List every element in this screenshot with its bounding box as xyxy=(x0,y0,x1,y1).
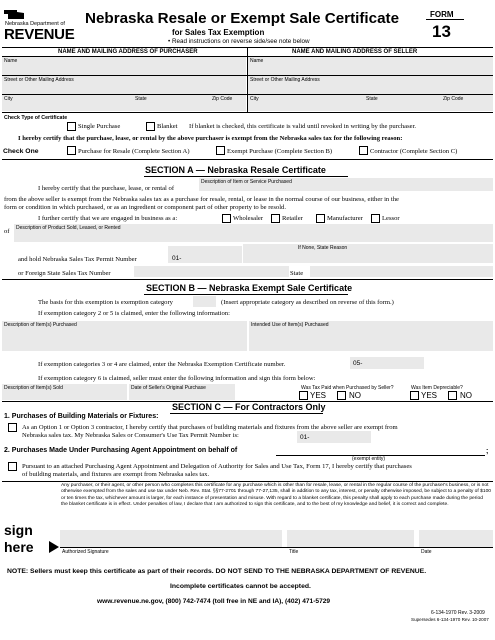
category-3-4-text: If exemption categories 3 or 4 are claimed, enter the Nebraska Exemption Certificate number. xyxy=(38,361,286,368)
section-a-line1: I hereby certify that the purchase, lease, or rental of xyxy=(38,185,175,192)
purchaser-header: NAME AND MAILING ADDRESS OF PURCHASER xyxy=(58,49,198,55)
resale-option-label: Purchase for Resale (Complete Section A) xyxy=(78,148,190,155)
purchaser-zip-label: Zip Code xyxy=(212,96,233,102)
sign-date-label: Date xyxy=(421,549,432,555)
purchasing-agent-checkbox[interactable] xyxy=(8,462,17,471)
tax-paid-no-checkbox[interactable] xyxy=(337,391,346,400)
form-title: Nebraska Resale or Exempt Sale Certificate xyxy=(85,10,400,27)
foreign-state-label: State xyxy=(290,270,304,277)
manufacturer-checkbox[interactable] xyxy=(316,214,325,223)
nebraska-state-icon xyxy=(4,10,24,19)
original-purchase-date-label: Date of Seller's Original Purchase xyxy=(131,385,206,391)
blanket-checkbox[interactable] xyxy=(146,122,155,131)
manufacturer-label: Manufacturer xyxy=(327,215,363,222)
purchasing-agent-text-1: Pursuant to an attached Purchasing Agent Appointment and Delegation of Authority for Sales and Use Tax, Form 17, I hereby certify that purchases xyxy=(22,463,412,470)
purchasing-agent-text-2: of building materials, and fixtures are exempt from Nebraska sales tax. xyxy=(22,471,210,478)
depreciable-yes-checkbox[interactable] xyxy=(410,391,419,400)
single-purchase-checkbox[interactable] xyxy=(67,122,76,131)
items-purchased-label: Description of Item(s) Purchased xyxy=(4,322,77,328)
department-big-text: REVENUE xyxy=(4,26,75,43)
permit-text: and hold Nebraska Sales Tax Permit Number xyxy=(18,256,137,263)
retailer-checkbox[interactable] xyxy=(271,214,280,223)
basis-text: The basis for this exemption is exemption category xyxy=(38,299,173,306)
signer-title-label: Title xyxy=(289,549,299,555)
depreciable-label: Was Item Depreciable? xyxy=(411,385,463,391)
lessor-label: Lessor xyxy=(382,215,400,222)
check-type-label: Check Type of Certificate xyxy=(4,115,68,121)
depreciable-no-checkbox[interactable] xyxy=(448,391,457,400)
seller-zip-label: Zip Code xyxy=(443,96,464,102)
seller-header: NAME AND MAILING ADDRESS OF SELLER xyxy=(292,49,418,55)
form-number: 13 xyxy=(432,22,451,41)
contact-info: www.revenue.ne.gov, (800) 742-7474 (toll free in NE and IA), (402) 471-5729 xyxy=(97,598,331,605)
lessor-checkbox[interactable] xyxy=(371,214,380,223)
items-sold-label: Description of Item(s) Sold xyxy=(4,385,63,391)
incomplete-notice: Incomplete certificates cannot be accepted. xyxy=(170,583,311,590)
tax-paid-no-label: NO xyxy=(349,391,361,400)
retailer-label: Retailer xyxy=(282,215,303,222)
exempt-entity-label: (exempt entity) xyxy=(352,456,386,462)
instructions-note: • Read instructions on reverse side/see note below xyxy=(168,38,310,45)
seller-state-label: State xyxy=(366,96,378,102)
exempt-option-label: Exempt Purchase (Complete Section B) xyxy=(227,148,333,155)
seller-name-field[interactable] xyxy=(248,57,493,75)
signer-title-field[interactable] xyxy=(287,530,414,547)
seller-city-label: City xyxy=(250,96,259,102)
section-a-line4: I further certify that we are engaged in business as a: xyxy=(38,215,178,222)
legal-statement: Any purchaser, or their agent, or other person who completes this certificate for any purchase which is other than for resale, lease, or rental in the regular course of the purchaser's business, or is not otherwise exempted from the sales and use tax under Neb. Rev. Stat. §§77-2701 through 77-27,135, shall in addition to any tax, interest, or penalty otherwise imposed, be subject to a penalty of $100 or ten times the tax, whichever amount is larger, for each instance of presentation and misuse. With regard to a blanket certificate, this penalty shall apply to each purchase made during the period the blanket certificate is in effect. Under penalties of law, I declare that I am authorized to sign this certificate, and to the best of my knowledge and belief, it is correct and complete. xyxy=(61,483,492,508)
exempt-purchase-checkbox[interactable] xyxy=(216,146,225,155)
wholesaler-checkbox[interactable] xyxy=(222,214,231,223)
blanket-note: If blanket is checked, this certificate is valid until revoked in writing by the purchaser. xyxy=(189,123,417,130)
option-contractor-checkbox[interactable] xyxy=(8,423,17,432)
category-6-text: If exemption category 6 is claimed, seller must enter the following information and sign this form below: xyxy=(38,375,316,382)
product-description-label: Description of Product Sold, Leased, or Rented xyxy=(16,225,121,231)
check-one-label: Check One xyxy=(3,148,39,155)
none-reason-label: If None, State Reason xyxy=(298,245,348,251)
sign-label: sign xyxy=(4,522,33,538)
arrow-right-icon xyxy=(49,541,59,553)
tax-paid-label: Was Tax Paid when Purchased by Seller? xyxy=(301,385,394,391)
department-small-text: Nebraska Department of xyxy=(5,21,65,27)
seller-name-label: Name xyxy=(250,58,264,64)
foreign-number-field[interactable] xyxy=(134,266,289,277)
authorized-signature-label: Authorized Signature xyxy=(62,549,109,555)
purchaser-street-label: Street or Other Mailing Address xyxy=(4,77,74,83)
sign-date-field[interactable] xyxy=(419,530,493,547)
tax-paid-yes-checkbox[interactable] xyxy=(299,391,308,400)
section-a-title: SECTION A — Nebraska Resale Certificate xyxy=(145,165,326,175)
exemption-cert-prefix: 05- xyxy=(353,360,363,367)
contractor-option-label: Contractor (Complete Section C) xyxy=(370,148,458,155)
none-reason-field[interactable] xyxy=(243,244,493,263)
purchaser-city-label: City xyxy=(4,96,13,102)
purchaser-city-field[interactable] xyxy=(2,95,246,111)
building-materials-heading: 1. Purchases of Building Materials or Fixtures: xyxy=(4,413,159,420)
seller-street-label: Street or Other Mailing Address xyxy=(250,77,320,83)
form-subtitle: for Sales Tax Exemption xyxy=(172,28,265,37)
contractor-permit-prefix: 01- xyxy=(300,434,310,441)
section-a-line3: form or condition in which purchased, or as an ingredient or component part of other property to be resold. xyxy=(4,204,286,211)
purchaser-state-label: State xyxy=(135,96,147,102)
basis-note: (Insert appropriate category as described on reverse of this form.) xyxy=(221,299,394,306)
form-label: FORM xyxy=(430,10,454,19)
department-logo xyxy=(3,9,73,49)
depreciable-no-label: NO xyxy=(460,391,472,400)
contractor-checkbox[interactable] xyxy=(359,146,368,155)
supersedes-note: Supersedes 6-134-1970 Rev. 10-2007 xyxy=(411,617,489,622)
building-materials-text-2: Nebraska sales tax. My Nebraska Sales or Consumer's Use Tax Permit Number is: xyxy=(22,432,239,439)
purchaser-name-label: Name xyxy=(4,58,18,64)
resale-checkbox[interactable] xyxy=(67,146,76,155)
of-label: of xyxy=(4,228,10,235)
form-revision: 6-134-1970 Rev. 3-2009 xyxy=(431,610,485,616)
intended-use-label: Intended Use of Item(s) Purchased xyxy=(251,322,329,328)
item-description-label: Description of Item or Service Purchased xyxy=(201,179,292,185)
purchaser-name-field[interactable] xyxy=(2,57,246,75)
foreign-text: or Foreign State Sales Tax Number xyxy=(18,270,111,277)
purchasing-agent-heading: 2. Purchases Made Under Purchasing Agent Appointment on behalf of xyxy=(4,447,238,454)
here-label: here xyxy=(4,539,34,555)
footer-note: NOTE: Sellers must keep this certificate as part of their records. DO NOT SEND TO THE NEBRASKA DEPARTMENT OF REVENUE. xyxy=(7,568,427,575)
building-materials-text-1: As an Option 1 or Option 3 contractor, I hereby certify that purchases of building materials and fixtures from the above seller are exempt from xyxy=(22,424,398,431)
foreign-state-field[interactable] xyxy=(310,266,493,277)
authorized-signature-field[interactable] xyxy=(60,530,282,547)
depreciable-yes-label: YES xyxy=(421,391,438,400)
blanket-label: Blanket xyxy=(157,123,178,130)
single-purchase-label: Single Purchase xyxy=(78,123,121,130)
exemption-category-field[interactable] xyxy=(193,296,216,307)
tax-paid-yes-label: YES xyxy=(310,391,327,400)
section-c-title: SECTION C — For Contractors Only xyxy=(172,402,326,412)
section-b-title: SECTION B — Nebraska Exempt Sale Certificate xyxy=(146,283,353,293)
category-2-5-text: If exemption category 2 or 5 is claimed, enter the following information: xyxy=(38,310,230,317)
certify-statement: I hereby certify that the purchase, lease, or rental by the above purchaser is exempt from the Nebraska sales tax for the following reason: xyxy=(18,135,403,142)
wholesaler-label: Wholesaler xyxy=(233,215,264,222)
permit-prefix: 01- xyxy=(172,255,182,262)
section-a-line2: from the above seller is exempt from the Nebraska sales tax as a purchase for resale, rental, or lease in the normal course of our business, either in the xyxy=(4,196,399,203)
